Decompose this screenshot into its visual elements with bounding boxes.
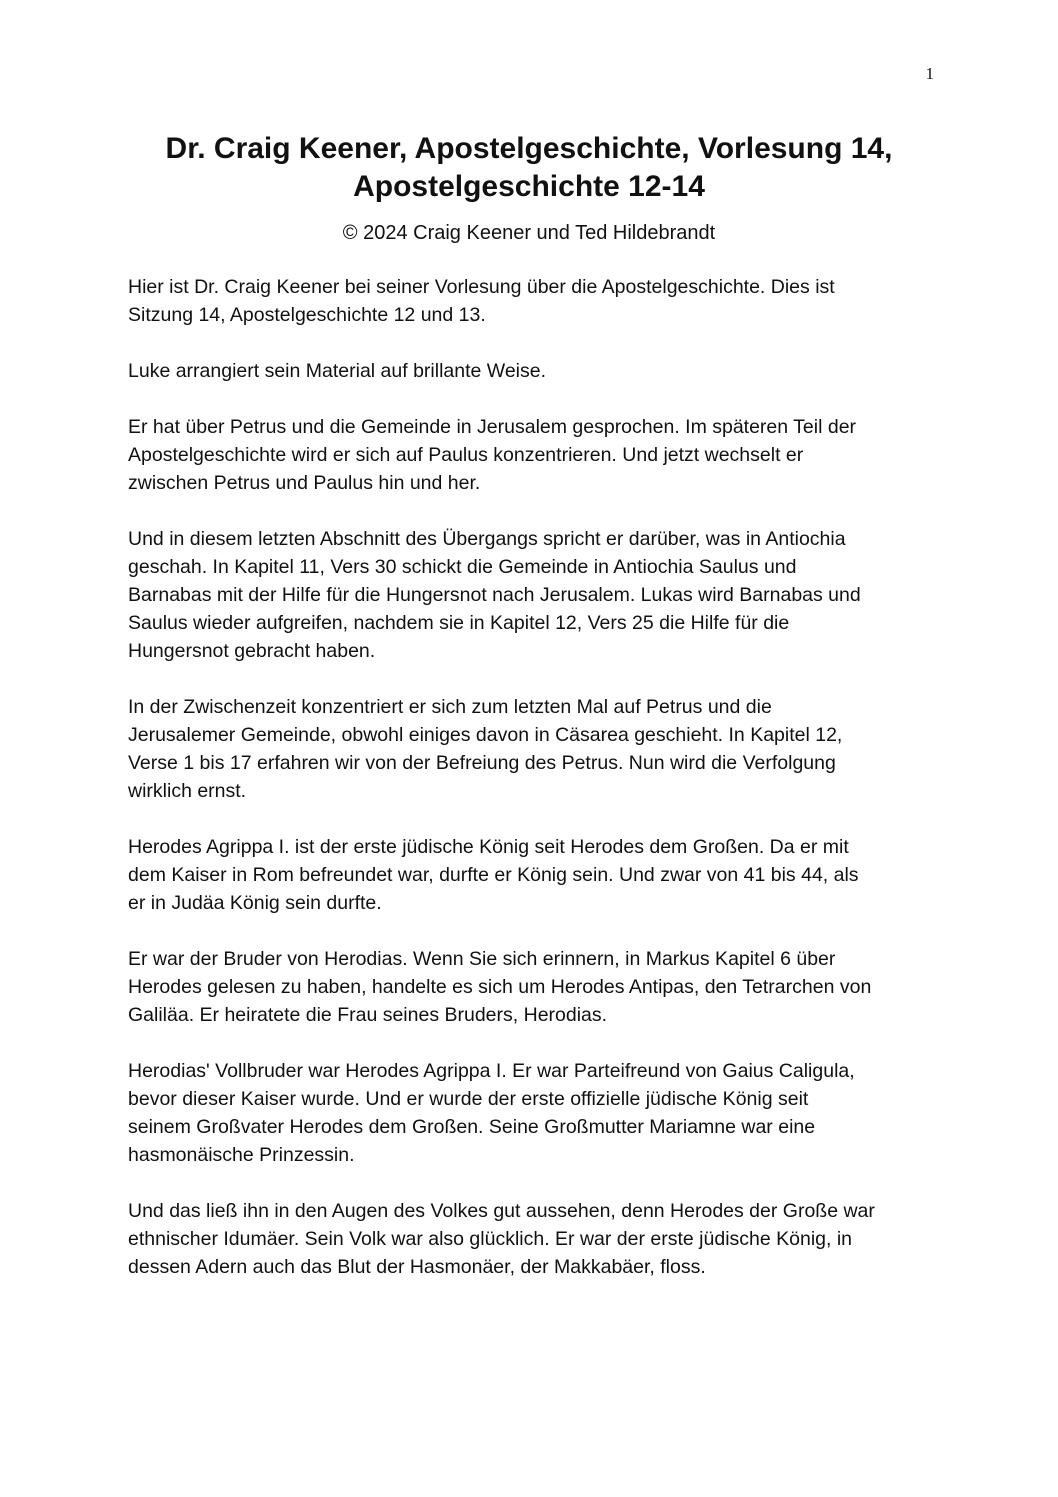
paragraph-line: Er hat über Petrus und die Gemeinde in Jerusalem gesprochen. Im späteren Teil der bbox=[128, 416, 857, 438]
paragraph-line: dessen Adern auch das Blut der Hasmonäer, der Makkabäer, floss. bbox=[128, 1256, 706, 1278]
body-paragraph bbox=[128, 273, 938, 329]
paragraph-line: Er war der Bruder von Herodias. Wenn Sie sich erinnern, in Markus Kapitel 6 über bbox=[128, 948, 836, 970]
paragraph-line: In der Zwischenzeit konzentriert er sich zum letzten Mal auf Petrus und die bbox=[128, 696, 772, 718]
document-body bbox=[128, 273, 938, 1309]
body-paragraph bbox=[128, 1197, 938, 1281]
document-title bbox=[120, 130, 938, 206]
paragraph-line: Saulus wieder aufgreifen, nachdem sie in Kapitel 12, Vers 25 die Hilfe für die bbox=[128, 612, 790, 634]
body-paragraph bbox=[128, 413, 938, 497]
title-line: Apostelgeschichte 12-14 bbox=[353, 170, 705, 203]
body-paragraph bbox=[128, 945, 938, 1029]
paragraph-line: Herodes Agrippa I. ist der erste jüdische König seit Herodes dem Großen. Da er mit bbox=[128, 836, 849, 858]
paragraph-line: Sitzung 14, Apostelgeschichte 12 und 13. bbox=[128, 304, 486, 326]
paragraph-line: geschah. In Kapitel 11, Vers 30 schickt die Gemeinde in Antiochia Saulus und bbox=[128, 556, 797, 578]
body-paragraph bbox=[128, 525, 938, 665]
paragraph-line: Jerusalemer Gemeinde, obwohl einiges davon in Cäsarea geschieht. In Kapitel 12, bbox=[128, 724, 843, 746]
paragraph-line: Und in diesem letzten Abschnitt des Übergangs spricht er darüber, was in Antiochia bbox=[128, 528, 846, 550]
body-paragraph bbox=[128, 1057, 938, 1169]
paragraph-line: Apostelgeschichte wird er sich auf Paulus konzentrieren. Und jetzt wechselt er bbox=[128, 444, 804, 466]
paragraph-line: hasmonäische Prinzessin. bbox=[128, 1144, 355, 1166]
paragraph-line: Herodias' Vollbruder war Herodes Agrippa I. Er war Parteifreund von Gaius Caligula, bbox=[128, 1060, 855, 1082]
paragraph-line: Hier ist Dr. Craig Keener bei seiner Vorlesung über die Apostelgeschichte. Dies ist bbox=[128, 276, 835, 298]
page-number: 1 bbox=[925, 64, 934, 83]
paragraph-line: er in Judäa König sein durfte. bbox=[128, 892, 382, 914]
paragraph-line: bevor dieser Kaiser wurde. Und er wurde der erste offizielle jüdische König seit bbox=[128, 1088, 809, 1110]
body-paragraph bbox=[128, 833, 938, 917]
body-paragraph bbox=[128, 357, 938, 385]
paragraph-line: Verse 1 bis 17 erfahren wir von der Befreiung des Petrus. Nun wird die Verfolgung bbox=[128, 752, 836, 774]
paragraph-line: dem Kaiser in Rom befreundet war, durfte er König sein. Und zwar von 41 bis 44, als bbox=[128, 864, 859, 886]
copyright-notice: © 2024 Craig Keener und Ted Hildebrandt bbox=[342, 222, 716, 244]
title-line: Dr. Craig Keener, Apostelgeschichte, Vorlesung 14, bbox=[165, 132, 893, 165]
paragraph-line: Galiläa. Er heiratete die Frau seines Bruders, Herodias. bbox=[128, 1004, 608, 1026]
paragraph-line: wirklich ernst. bbox=[128, 780, 247, 802]
body-paragraph bbox=[128, 693, 938, 805]
paragraph-line: Herodes gelesen zu haben, handelte es sich um Herodes Antipas, den Tetrarchen von bbox=[128, 976, 872, 998]
paragraph-line: zwischen Petrus und Paulus hin und her. bbox=[128, 472, 481, 494]
paragraph-line: Und das ließ ihn in den Augen des Volkes gut aussehen, denn Herodes der Große war bbox=[128, 1200, 875, 1222]
paragraph-line: Luke arrangiert sein Material auf brillante Weise. bbox=[128, 360, 547, 382]
paragraph-line: Barnabas mit der Hilfe für die Hungersnot nach Jerusalem. Lukas wird Barnabas und bbox=[128, 584, 861, 606]
paragraph-line: Hungersnot gebracht haben. bbox=[128, 640, 376, 662]
paragraph-line: ethnischer Idumäer. Sein Volk war also glücklich. Er war der erste jüdische König, in bbox=[128, 1228, 853, 1250]
paragraph-line: seinem Großvater Herodes dem Großen. Seine Großmutter Mariamne war eine bbox=[128, 1116, 816, 1138]
